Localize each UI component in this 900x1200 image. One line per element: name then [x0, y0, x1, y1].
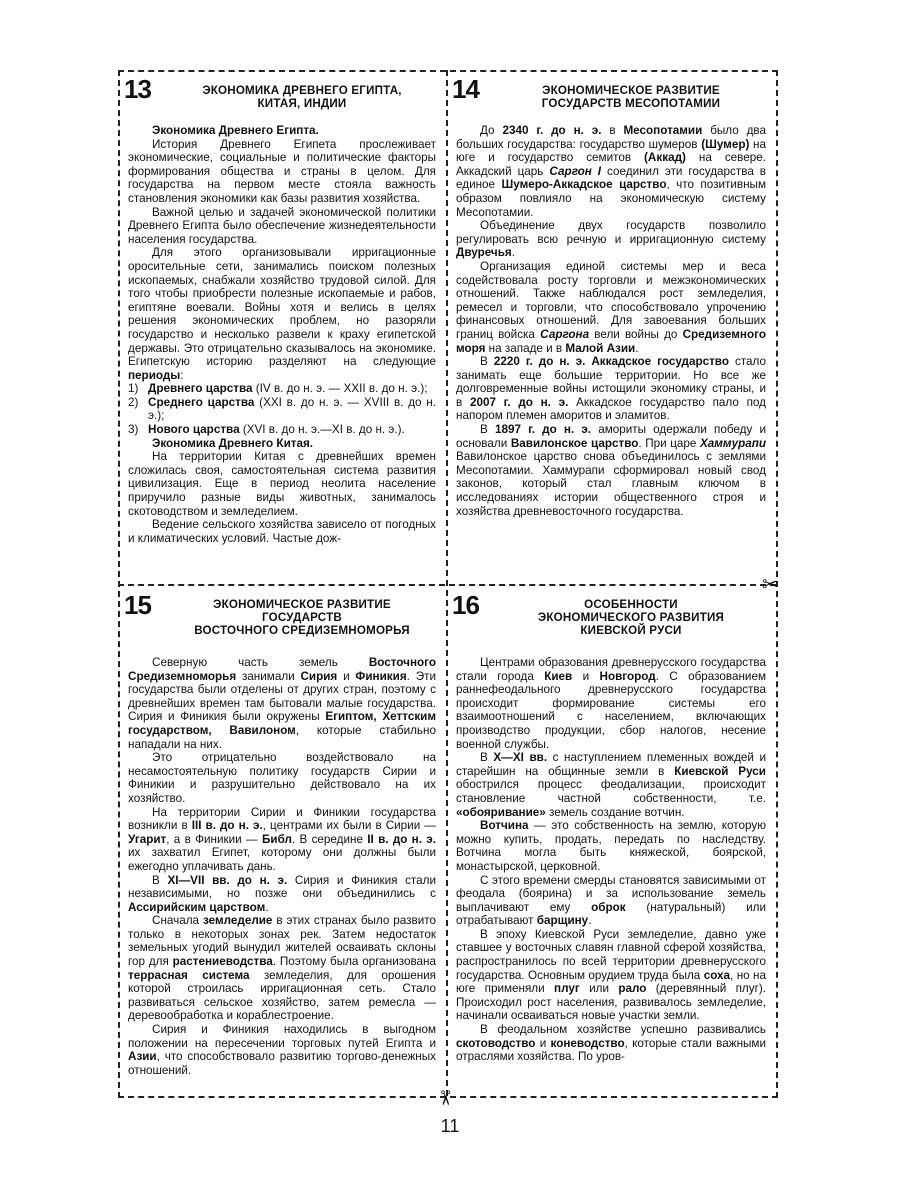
card-15	[124, 592, 440, 1088]
paragraph: В XI—VII вв. до н. э. Сирия и Финикия стали независимыми, но позже они объединились с Ассирийским царством.	[128, 873, 437, 914]
card-title: ЭКОНОМИЧЕСКОЕ РАЗВИТИЕ ГОСУДАРСТВ ВОСТОЧНОГО СРЕДИЗЕМНОМОРЬЯ	[194, 598, 410, 637]
list-marker: 1)	[128, 382, 139, 396]
paragraph: Вотчина — это собственность на землю, которую можно купить, продать, передать по наследству. Вотчина могла быть княжеской, боярской, монастырской, церковной.	[456, 819, 766, 873]
list-marker: 2)	[128, 395, 139, 409]
paragraph: В X—XI вв. с наступлением племенных вождей и старейшин на общинные земли в Киевской Руси обострился процесс феодализации, происходит становление частной собственности, т.е. «обояривание» земель создание вотчин.	[456, 751, 767, 819]
list-item: 3) Нового царства (XVI в. до н. э.—XI в. до н. э.).	[128, 423, 405, 437]
card-number: 13	[124, 76, 151, 104]
list-marker: 3)	[128, 423, 139, 437]
vertical-cut-line	[446, 70, 448, 1096]
card-13	[124, 76, 440, 576]
paragraph: Для этого организовывали ирригационные оросительные сети, занимались поиском полезных ископаемых, снабжали хозяйство трудовой силой. Для того чтобы приобрести полезные ископаемые и рабов, египтяне воевали. Войны хотя и велись в целях решения экономических проблем, но разоряли государство и несколько развели к краху египетской державы. Это отрицательно сказывалось на экономике. Египетскую историю разделяют на следующие периоды:	[128, 246, 436, 382]
card-number: 15	[124, 592, 151, 620]
paragraph: В 1897 г. до н. э. амориты одержали победу и основали Вавилонское царство. При царе Хаммурапи Вавилонское царство снова объединилось с землями Месопотамии. Хаммурапи сформировал новый свод законов, который стал главным ключом в исследованиях истории общественного строя и хозяйства древневосточного государства.	[456, 423, 766, 518]
paragraph: Экономика Древнего Китая.	[152, 436, 314, 450]
card-body	[128, 656, 436, 1077]
paragraph: Сначала земледелие в этих странах было развито только в некоторых зонах рек. Затем недостаток земельных угодий вынудил жителей осваивать склоны гор для растениеводства. Поэтому была организована террасная система земледелия, для орошения которой строилась ирригационная сеть. Стало развиваться сельское хозяйство, затем ремесла — деревообработка и кораблестроение.	[128, 914, 437, 1023]
paragraph: Важной целью и задачей экономической политики Древнего Египта было обеспечение жизнедеятельности населения государства.	[128, 205, 436, 246]
paragraph: До 2340 г. до н. э. в Месопотамии было два больших государства: государство шумеров (Шумер) на юге и государство семитов (Аккад) на севере. Аккадский царь Саргон I соединил эти государства в единое Шумеро-Аккадское царство, что позитивным образом повлияло на экономическую систему Месопотамии.	[456, 124, 767, 219]
paragraph: В 2220 г. до н. э. Аккадское государство стало занимать еще большие территории. Но все же долговременные войны истощили экономику страны, и в 2007 г. до н. э. Аккадское государство пало под напором племен аморитов и эламитов.	[456, 355, 767, 423]
list-item: 2) Среднего царства (XXI в. до н. э. — XVIII в. до н. э.);	[128, 395, 436, 423]
paragraph: Экономика Древнего Египта.	[152, 124, 319, 137]
paragraph: С этого времени смерды становятся зависимыми от феодала (боярина) и за использование земель выплачивают ему оброк (натуральный) или отрабатывают барщину.	[456, 873, 766, 928]
paragraph: Сирия и Финикия находились в выгодном положении на пересечении торговых путей Египта и Азии, что способствовало развитию торгово-денежных отношений.	[128, 1023, 436, 1077]
card-number: 14	[452, 76, 479, 104]
paragraph: Это отрицательно воздействовало на несамостоятельную политику государств Сирии и Финикии и разрушительно действовало на их хозяйство.	[128, 751, 436, 805]
paragraph: Организация единой системы мер и веса содействовала росту торговли и межэкономических отношений. Также наблюдался рост земледелия, ремесел и торговли, что способствовало упрочению финансовых отношений. Для завоевания больших границ войска Саргона вели войны до Средиземного моря на западе и в Малой Азии.	[456, 259, 766, 355]
card-title: ОСОБЕННОСТИ ЭКОНОМИЧЕСКОГО РАЗВИТИЯ КИЕВСКОЙ РУСИ	[537, 598, 725, 637]
card-body	[456, 656, 766, 1064]
paragraph: В эпоху Киевской Руси земледелие, давно уже ставшее у восточных славян главной сферой хозяйства, распространилось по всей территории древнерусского государства. Основным орудием труда была соха, но на юге применяли плуг или рало (деревянный плуг). Происходил рост населения, развивалось земледелие, начинали осваиваться новые участки земли.	[456, 927, 766, 1023]
card-16	[452, 592, 770, 1088]
card-body	[128, 124, 436, 545]
list-item: 1) Древнего царства (IV в. до н. э. — XXII в. до н. э.);	[128, 382, 428, 396]
paragraph: В феодальном хозяйстве успешно развивались скотоводство и коневодство, которые стали важными отраслями хозяйства. По уров-	[456, 1023, 766, 1064]
card-14	[452, 76, 770, 576]
card-body	[456, 124, 766, 518]
scissors-icon: ✂	[433, 1089, 456, 1107]
page-number: 11	[440, 1116, 460, 1136]
paragraph: Северную часть земель Восточного Средиземноморья занимали Сирия и Финикия. Эти государства были отделены от других стран, поэтому с древнейших времен там бытовали малые государства. Сирия и Финикия были окружены Египтом, Хеттским государством, Вавилоном, которые стабильно нападали на них.	[128, 656, 437, 751]
paragraph: История Древнего Египета прослеживает экономические, социальные и политические факторы формирования общества и страны в целом. Для государства на первом месте стояла важность становления экономики как базы развития хозяйства.	[128, 137, 436, 205]
scissors-icon: ✂	[762, 574, 779, 596]
paragraph: На территории Сирии и Финикии государства возникли в III в. до н. э., центрами их были в Сирии — Угарит, а в Финикии — Библ. В середине II в. до н. э. их захватил Египет, которому они должны были ежегодно уплачивать дань.	[128, 805, 436, 873]
card-number: 16	[452, 592, 479, 620]
paragraph: На территории Китая с древнейших времен сложилась своя, самостоятельная система развития цивилизация. Еще в период неолита население приручило разные виды животных, занималось скотоводством и земледелием.	[128, 450, 436, 518]
card-title: ЭКОНОМИКА ДРЕВНЕГО ЕГИПТА, КИТАЯ, ИНДИИ	[202, 84, 402, 110]
card-title: ЭКОНОМИЧЕСКОЕ РАЗВИТИЕ ГОСУДАРСТВ МЕСОПОТАМИИ	[541, 84, 721, 110]
paragraph: Объединение двух государств позволило регулировать всю речную и ирригационную систему Двуречья.	[456, 219, 766, 260]
paragraph: Центрами образования древнерусского государства стали города Киев и Новгород. С образованием раннефеодального древнерусского государства происходит формирование системы его взаимоотношений с населением, включающих производство продукции, сбор налогов, несение военной службы.	[456, 656, 766, 751]
paragraph: Ведение сельского хозяйства зависело от погодных и климатических условий. Частые дож-	[128, 518, 436, 545]
